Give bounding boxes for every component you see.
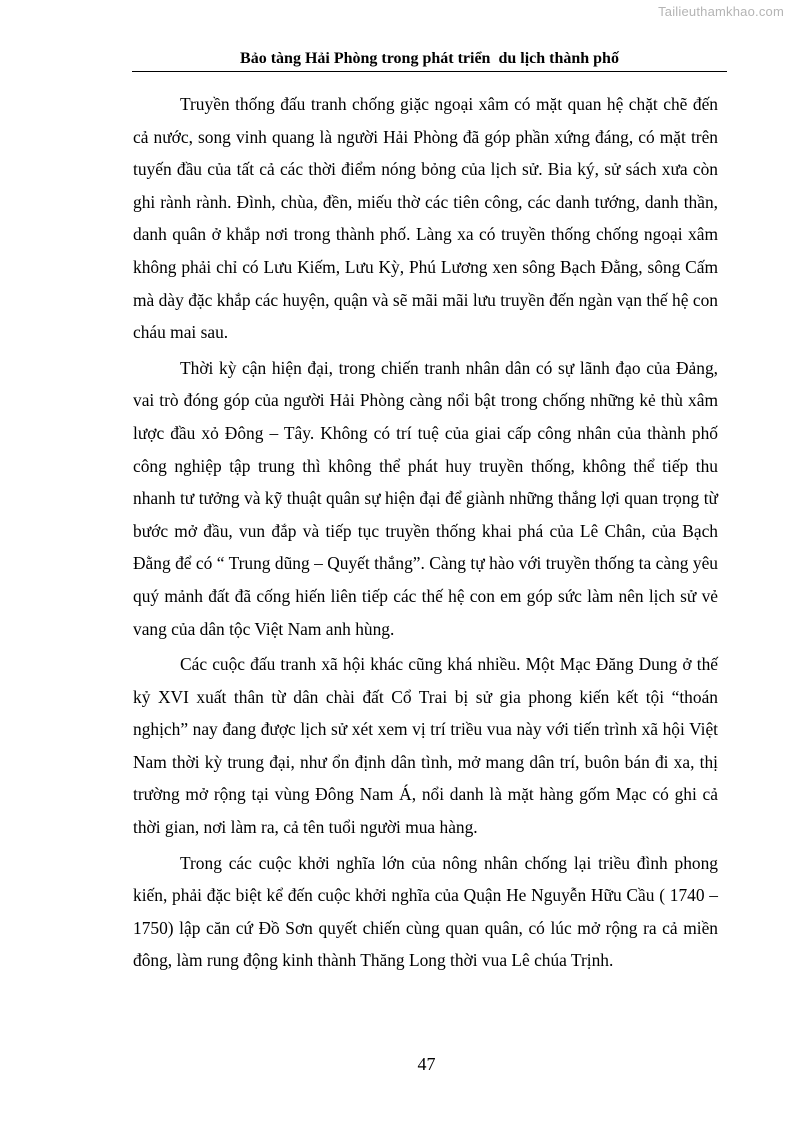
paragraph-4: Trong các cuộc khởi nghĩa lớn của nông nhân chống lại triều đình phong kiến, phải đặc biệt kể đến cuộc khởi nghĩa của Quận He Nguyễn Hữu Cầu ( 1740 – 1750) lập căn cứ Đồ Sơn quyết chiến cùng quan quân, có lúc mở rộng ra cả miền đông, làm rung động kinh thành Thăng Long thời vua Lê chúa Trịnh.: [133, 852, 718, 971]
header-rule-divider: [132, 71, 727, 72]
paragraph-3: Các cuộc đấu tranh xã hội khác cũng khá nhiều. Một Mạc Đăng Dung ở thế kỷ XVI xuất thân từ dân chài đất Cổ Trai bị sử gia phong kiến kết tội “thoán nghịch” nay đang được lịch sử xét xem vị trí triều vua này với tiến trình xã hội Việt Nam thời kỳ trung đại, như ổn định dân tình, mở mang dân trí, buôn bán đi xa, thị trường mở rộng tại vùng Đông Nam Á, nổi danh là mặt hàng gốm Mạc có ghi cả thời gian, nơi làm ra, cả tên tuổi người mua hàng.: [133, 654, 718, 838]
running-header-title: Bảo tàng Hải Phòng trong phát triển du lịch thành phố: [240, 50, 619, 67]
body-text: [133, 88, 718, 980]
page-number: 47: [417, 1054, 436, 1074]
watermark-text: Tailieuthamkhao.com: [658, 4, 784, 19]
paragraph-1: Truyền thống đấu tranh chống giặc ngoại xâm có mặt quan hệ chặt chẽ đến cả nước, song vinh quang là người Hải Phòng đã góp phần xứng đáng, có mặt trên tuyến đầu của tất cả các thời điểm nóng bỏng của lịch sử. Bia ký, sử sách xưa còn ghi rành rành. Đình, chùa, đền, miếu thờ các tiên công, các danh tướng, danh thần, danh quân ở khắp nơi trong thành phố. Làng xa có truyền thống chống ngoại xâm không phải chỉ có Lưu Kiếm, Lưu Kỳ, Phú Lương xen sông Bạch Đằng, sông Cấm mà dày đặc khắp các huyện, quận và sẽ mãi mãi lưu truyền đến ngàn vạn thế hệ con cháu mai sau.: [133, 94, 718, 343]
paragraph-2: Thời kỳ cận hiện đại, trong chiến tranh nhân dân có sự lãnh đạo của Đảng, vai trò đóng góp của người Hải Phòng càng nổi bật trong chống những kẻ thù xâm lược đầu xỏ Đông – Tây. Không có trí tuệ của giai cấp công nhân của thành phố công nghiệp tập trung thì không thể phát huy truyền thống, không thể tiếp thu nhanh tư tưởng và kỹ thuật quân sự hiện đại để giành những thắng lợi quan trọng từ bước mở đầu, vun đắp và tiếp tục truyền thống khai phá của Lê Chân, của Bạch Đằng để có “ Trung dũng – Quyết thắng”. Càng tự hào với truyền thống ta càng yêu quý mảnh đất đã cống hiến liên tiếp các thế hệ con em góp sức làm nên lịch sử vẻ vang của dân tộc Việt Nam anh hùng.: [133, 357, 718, 639]
